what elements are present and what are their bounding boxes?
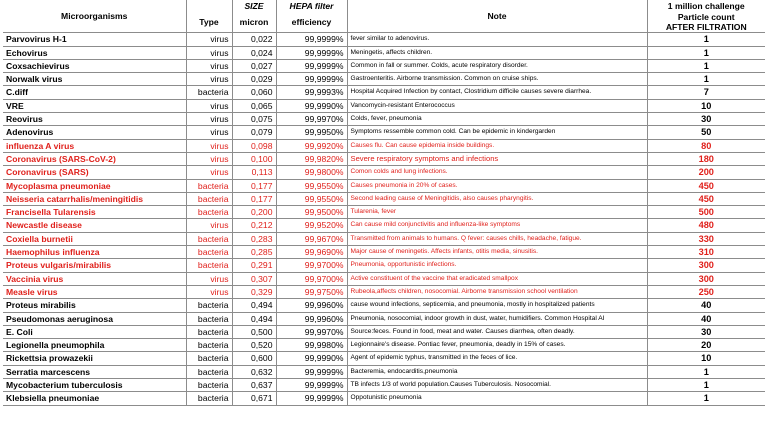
cell-efficiency: 99,9999% <box>276 46 347 59</box>
table-row <box>3 219 765 232</box>
cell-size: 0,075 <box>232 113 276 126</box>
cell-note: Major cause of meningetis. Affects infants, otitis media, sinusitis. <box>347 246 647 259</box>
table-row <box>3 152 765 165</box>
cell-note: Bacteremia, endocarditis,pneumonia <box>347 365 647 378</box>
cell-type: bacteria <box>186 259 232 272</box>
cell-size: 0,177 <box>232 192 276 205</box>
cell-note: Gastroenteritis. Airborne transmission. Common on cruise ships. <box>347 73 647 86</box>
table-row <box>3 139 765 152</box>
filtration-table <box>3 0 765 406</box>
cell-name: Parvovirus H-1 <box>3 33 186 46</box>
cell-efficiency: 99,9999% <box>276 365 347 378</box>
cell-type: bacteria <box>186 392 232 405</box>
cell-count: 10 <box>647 99 765 112</box>
cell-name: Norwalk virus <box>3 73 186 86</box>
cell-type: virus <box>186 285 232 298</box>
cell-type: virus <box>186 219 232 232</box>
cell-size: 0,100 <box>232 152 276 165</box>
cell-efficiency: 99,9999% <box>276 379 347 392</box>
cell-efficiency: 99,9800% <box>276 166 347 179</box>
cell-type: virus <box>186 272 232 285</box>
cell-efficiency: 99,9960% <box>276 312 347 325</box>
cell-note: Source:feces. Found in food, meat and water. Causes diarrhea, often deadly. <box>347 325 647 338</box>
table-body <box>3 33 765 405</box>
cell-note: Can cause mild conjunctivitis and influenza-like symptoms <box>347 219 647 232</box>
cell-count: 1 <box>647 33 765 46</box>
cell-name: Coxsachievirus <box>3 59 186 72</box>
cell-size: 0,285 <box>232 246 276 259</box>
cell-size: 0,520 <box>232 339 276 352</box>
table-row <box>3 352 765 365</box>
cell-size: 0,022 <box>232 33 276 46</box>
cell-efficiency: 99,9700% <box>276 259 347 272</box>
cell-note: Symptoms ressemble common cold. Can be epidemic in kindergarden <box>347 126 647 139</box>
table-row <box>3 272 765 285</box>
cell-note: Legionnaire's disease. Pontiac fever, pneumonia, deadly in 15% of cases. <box>347 339 647 352</box>
cell-type: bacteria <box>186 339 232 352</box>
header-particle-count <box>647 12 765 33</box>
cell-size: 0,060 <box>232 86 276 99</box>
cell-type: virus <box>186 139 232 152</box>
cell-note: Meningetis, affects children. <box>347 46 647 59</box>
cell-type: bacteria <box>186 232 232 245</box>
cell-type: virus <box>186 126 232 139</box>
cell-name: Vaccinia virus <box>3 272 186 285</box>
cell-name: Reovirus <box>3 113 186 126</box>
cell-efficiency: 99,9970% <box>276 325 347 338</box>
cell-size: 0,494 <box>232 299 276 312</box>
cell-count: 30 <box>647 113 765 126</box>
cell-name: Coronavirus (SARS-CoV-2) <box>3 152 186 165</box>
header-hepa: HEPA filter <box>276 0 347 12</box>
cell-count: 40 <box>647 299 765 312</box>
header-micron: micron <box>232 12 276 33</box>
cell-note: Colds, fever, pneumonia <box>347 113 647 126</box>
header-size: SIZE <box>232 0 276 12</box>
cell-type: virus <box>186 166 232 179</box>
cell-count: 1 <box>647 365 765 378</box>
cell-name: Neisseria catarrhalis/meningitidis <box>3 192 186 205</box>
table-row <box>3 392 765 405</box>
cell-note: Comon colds and lung infections. <box>347 166 647 179</box>
cell-name: Newcastle disease <box>3 219 186 232</box>
cell-size: 0,637 <box>232 379 276 392</box>
cell-count: 310 <box>647 246 765 259</box>
table-row <box>3 232 765 245</box>
cell-note: Transmitted from animals to humans. Q fever: causes chills, headache, fatigue. <box>347 232 647 245</box>
cell-size: 0,024 <box>232 46 276 59</box>
table-row <box>3 206 765 219</box>
cell-name: Haemophilus influenza <box>3 246 186 259</box>
cell-efficiency: 99,9550% <box>276 192 347 205</box>
cell-size: 0,212 <box>232 219 276 232</box>
cell-count: 330 <box>647 232 765 245</box>
cell-efficiency: 99,9990% <box>276 352 347 365</box>
cell-count: 450 <box>647 192 765 205</box>
cell-type: virus <box>186 59 232 72</box>
cell-count: 450 <box>647 179 765 192</box>
cell-note: Pneumonia, nosocomial, indoor growth in dust, water, humidifiers. Common Hospital AI <box>347 312 647 325</box>
cell-efficiency: 99,9700% <box>276 272 347 285</box>
cell-size: 0,065 <box>232 99 276 112</box>
cell-type: virus <box>186 152 232 165</box>
cell-efficiency: 99,9990% <box>276 99 347 112</box>
table-row <box>3 325 765 338</box>
cell-name: Legionella pneumophila <box>3 339 186 352</box>
cell-type: bacteria <box>186 312 232 325</box>
cell-efficiency: 99,9999% <box>276 33 347 46</box>
cell-name: Rickettsia prowazekii <box>3 352 186 365</box>
header-type-empty <box>186 0 232 12</box>
table-row <box>3 312 765 325</box>
cell-name: Klebsiella pneumoniae <box>3 392 186 405</box>
cell-size: 0,600 <box>232 352 276 365</box>
cell-name: C.diff <box>3 86 186 99</box>
cell-name: Mycobacterium tuberculosis <box>3 379 186 392</box>
table-row <box>3 73 765 86</box>
cell-type: bacteria <box>186 179 232 192</box>
cell-size: 0,079 <box>232 126 276 139</box>
cell-efficiency: 99,9993% <box>276 86 347 99</box>
cell-type: bacteria <box>186 379 232 392</box>
cell-note: Second leading cause of Meningitidis, also causes pharyngitis. <box>347 192 647 205</box>
cell-name: E. Coli <box>3 325 186 338</box>
cell-type: bacteria <box>186 206 232 219</box>
cell-count: 1 <box>647 379 765 392</box>
cell-count: 1 <box>647 392 765 405</box>
cell-note: Pneumonia, opportunistic infections. <box>347 259 647 272</box>
cell-count: 20 <box>647 339 765 352</box>
cell-efficiency: 99,9999% <box>276 392 347 405</box>
cell-efficiency: 99,9520% <box>276 219 347 232</box>
cell-note: Tularenia, fever <box>347 206 647 219</box>
header-efficiency: efficiency <box>276 12 347 33</box>
cell-type: bacteria <box>186 352 232 365</box>
cell-note: Common in fall or summer. Colds, acute respiratory disorder. <box>347 59 647 72</box>
cell-type: virus <box>186 99 232 112</box>
table-row <box>3 99 765 112</box>
cell-efficiency: 99,9500% <box>276 206 347 219</box>
table-row <box>3 33 765 46</box>
cell-size: 0,177 <box>232 179 276 192</box>
table-row <box>3 113 765 126</box>
cell-name: Coronavirus (SARS) <box>3 166 186 179</box>
cell-size: 0,200 <box>232 206 276 219</box>
cell-efficiency: 99,9950% <box>276 126 347 139</box>
header-type: Type <box>186 12 232 33</box>
cell-count: 1 <box>647 46 765 59</box>
cell-name: Adenovirus <box>3 126 186 139</box>
cell-size: 0,283 <box>232 232 276 245</box>
cell-efficiency: 99,9820% <box>276 152 347 165</box>
cell-type: virus <box>186 33 232 46</box>
table-row <box>3 285 765 298</box>
cell-count: 10 <box>647 352 765 365</box>
cell-size: 0,494 <box>232 312 276 325</box>
cell-name: influenza A virus <box>3 139 186 152</box>
header-particle-count-label: Particle count <box>677 12 735 23</box>
table-row <box>3 299 765 312</box>
cell-note: Causes flu. Can cause epidemia inside buildings. <box>347 139 647 152</box>
cell-count: 40 <box>647 312 765 325</box>
cell-count: 50 <box>647 126 765 139</box>
cell-name: Coxiella burnetii <box>3 232 186 245</box>
cell-type: bacteria <box>186 299 232 312</box>
table-row <box>3 246 765 259</box>
cell-efficiency: 99,9550% <box>276 179 347 192</box>
header-row-top <box>3 0 765 12</box>
table-row <box>3 192 765 205</box>
header-challenge: 1 million challenge <box>647 0 765 12</box>
cell-note: Active constituent of the vaccine that eradicated smallpox <box>347 272 647 285</box>
cell-efficiency: 99,9960% <box>276 299 347 312</box>
table-row <box>3 46 765 59</box>
cell-efficiency: 99,9999% <box>276 73 347 86</box>
cell-count: 250 <box>647 285 765 298</box>
cell-efficiency: 99,9690% <box>276 246 347 259</box>
cell-count: 180 <box>647 152 765 165</box>
cell-name: Proteus mirabilis <box>3 299 186 312</box>
cell-size: 0,098 <box>232 139 276 152</box>
cell-size: 0,329 <box>232 285 276 298</box>
table-row <box>3 365 765 378</box>
cell-note: Agent of epidemic typhus, transmitted in the feces of lice. <box>347 352 647 365</box>
cell-size: 0,671 <box>232 392 276 405</box>
cell-note: Vancomycin-resistant Enterococcus <box>347 99 647 112</box>
cell-efficiency: 99,9670% <box>276 232 347 245</box>
cell-count: 30 <box>647 325 765 338</box>
table-row <box>3 86 765 99</box>
cell-type: bacteria <box>186 246 232 259</box>
cell-count: 480 <box>647 219 765 232</box>
cell-note: cause wound infections, septicemia, and pneumonia, mostly in hospitalized patients <box>347 299 647 312</box>
cell-size: 0,113 <box>232 166 276 179</box>
cell-count: 1 <box>647 73 765 86</box>
cell-name: VRE <box>3 99 186 112</box>
cell-type: virus <box>186 46 232 59</box>
cell-size: 0,500 <box>232 325 276 338</box>
cell-count: 500 <box>647 206 765 219</box>
cell-name: Serratia marcescens <box>3 365 186 378</box>
cell-type: bacteria <box>186 192 232 205</box>
cell-name: Pseudomonas aeruginosa <box>3 312 186 325</box>
table-row <box>3 339 765 352</box>
cell-efficiency: 99,9750% <box>276 285 347 298</box>
cell-efficiency: 99,9970% <box>276 113 347 126</box>
cell-name: Echovirus <box>3 46 186 59</box>
cell-name: Proteus vulgaris/mirabilis <box>3 259 186 272</box>
cell-count: 1 <box>647 59 765 72</box>
cell-count: 300 <box>647 272 765 285</box>
cell-efficiency: 99,9980% <box>276 339 347 352</box>
table-row <box>3 166 765 179</box>
cell-note: Hospital Acquired Infection by contact, Clostridium difficile causes severe diarrhea. <box>347 86 647 99</box>
table-row <box>3 126 765 139</box>
cell-name: Measle virus <box>3 285 186 298</box>
cell-size: 0,307 <box>232 272 276 285</box>
cell-count: 200 <box>647 166 765 179</box>
cell-size: 0,029 <box>232 73 276 86</box>
table-row <box>3 259 765 272</box>
cell-type: bacteria <box>186 325 232 338</box>
cell-note: Oppotunistic pneumonia <box>347 392 647 405</box>
cell-note: Severe respiratory symptoms and infections <box>347 152 647 165</box>
table-row <box>3 59 765 72</box>
cell-type: bacteria <box>186 86 232 99</box>
header-microorganisms: Microorganisms <box>3 0 186 33</box>
cell-count: 7 <box>647 86 765 99</box>
cell-note: Causes pneumonia in 20% of cases. <box>347 179 647 192</box>
table-row <box>3 179 765 192</box>
cell-note: fever similar to adenovirus. <box>347 33 647 46</box>
cell-name: Mycoplasma pneumoniae <box>3 179 186 192</box>
cell-size: 0,027 <box>232 59 276 72</box>
cell-efficiency: 99,9920% <box>276 139 347 152</box>
cell-count: 80 <box>647 139 765 152</box>
cell-type: bacteria <box>186 365 232 378</box>
table-row <box>3 379 765 392</box>
cell-name: Francisella Tularensis <box>3 206 186 219</box>
cell-efficiency: 99,9999% <box>276 59 347 72</box>
cell-type: virus <box>186 113 232 126</box>
cell-size: 0,632 <box>232 365 276 378</box>
cell-size: 0,291 <box>232 259 276 272</box>
cell-note: TB infects 1/3 of world population.Causes Tuberculosis. Nosocomial. <box>347 379 647 392</box>
cell-note: Rubeola,affects children, nosocomial. Airborne transmission school ventilation <box>347 285 647 298</box>
cell-count: 300 <box>647 259 765 272</box>
cell-type: virus <box>186 73 232 86</box>
header-note: Note <box>347 0 647 33</box>
header-after-filtration-label: AFTER FILTRATION <box>665 22 747 33</box>
